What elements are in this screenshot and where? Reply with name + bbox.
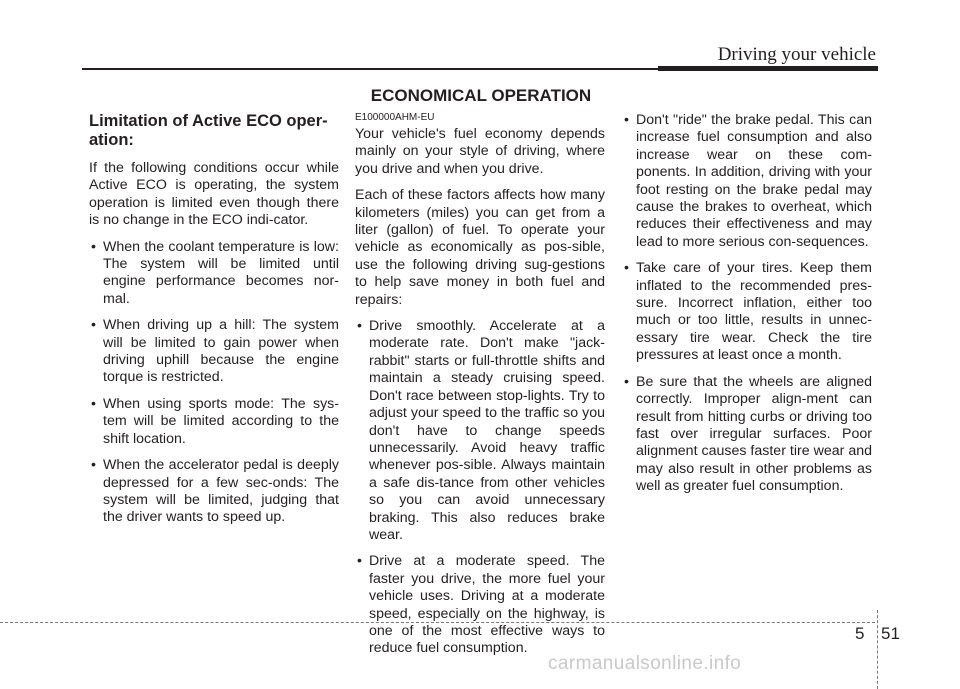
page-header-title: Driving your vehicle bbox=[717, 44, 876, 65]
section-title: ECONOMICAL OPERATION bbox=[370, 86, 592, 105]
conditions-list bbox=[89, 239, 339, 527]
intro-paragraph: If the following conditions occur while Active ECO is operating, the system operation is limited even though there is no change in the ECO indi-cator. bbox=[89, 160, 339, 229]
list-item: • When the coolant temperature is low: The system will be limited until engine performance becomes nor-mal. bbox=[89, 239, 339, 309]
chapter-number: 5 bbox=[855, 624, 865, 643]
footer-divider bbox=[877, 610, 878, 689]
subsection-heading: Limitation of Active ECO oper- ation: bbox=[89, 112, 328, 149]
left-column bbox=[89, 112, 339, 536]
list-item: • Don't "ride" the brake pedal. This can increase fuel consumption and also increase wear on these com-ponents. In addition, driving with your foot resting on the brake pedal may cause the brakes to overheat, which reduces their effectiveness and may lead to more serious con-sequences. bbox=[622, 112, 872, 251]
list-item: • Take care of your tires. Keep them inflated to the recommended pres-sure. Incorrect inflation, either too much or too little, results in unnec-essary tire wear. Check the tire pressures at least once a month. bbox=[622, 260, 872, 364]
paragraph: Each of these factors affects how many kilometers (miles) you can get from a liter (gallon) of fuel. To operate your vehicle as economically as pos-sible, use the following driving sug-gestions to help save money in both fuel and repairs: bbox=[355, 187, 605, 308]
right-column bbox=[622, 112, 872, 505]
document-code: E100000AHM-EU bbox=[355, 112, 435, 123]
page-number: 51 bbox=[881, 624, 900, 643]
list-item: • Drive at a moderate speed. The faster you drive, the more fuel your vehicle uses. Driving at a moderate speed, especially on the highway, is one of the most effective ways to reduce fuel consumption. bbox=[355, 553, 605, 657]
header-rule-accent bbox=[658, 66, 878, 71]
tips-list bbox=[355, 318, 605, 658]
list-item: • Be sure that the wheels are aligned correctly. Improper align-ment can result from hitting curbs or driving too fast over irregular surfaces. Poor alignment causes faster tire wear and may also result in other problems as well as greater fuel consumption. bbox=[622, 374, 872, 496]
middle-column bbox=[355, 112, 605, 667]
list-item: • When using sports mode: The sys-tem will be limited according to the shift location. bbox=[89, 396, 339, 448]
paragraph: Your vehicle's fuel economy depends mainly on your style of driving, where you drive and when you drive. bbox=[355, 126, 605, 177]
list-item: • Drive smoothly. Accelerate at a moderate rate. Don't make "jack-rabbit" starts or full-throttle shifts and maintain a steady cruising speed. Don't race between stop-lights. Try to adjust your speed to the traffic so you don't have to change speeds unnecessarily. Avoid heavy traffic whenever pos-sible. Always maintain a safe dis-tance from other vehicles so you can avoid unnecessary braking. This also reduces brake wear. bbox=[355, 318, 605, 544]
tips-list bbox=[622, 112, 872, 496]
watermark: carmanualsonline.info bbox=[548, 653, 742, 674]
footer-rule bbox=[0, 622, 875, 623]
list-item: • When the accelerator pedal is deeply depressed for a few sec-onds: The system will be limited, judging that the driver wants to speed up. bbox=[89, 457, 339, 527]
list-item: • When driving up a hill: The system will be limited to gain power when driving uphill because the engine torque is restricted. bbox=[89, 317, 339, 387]
